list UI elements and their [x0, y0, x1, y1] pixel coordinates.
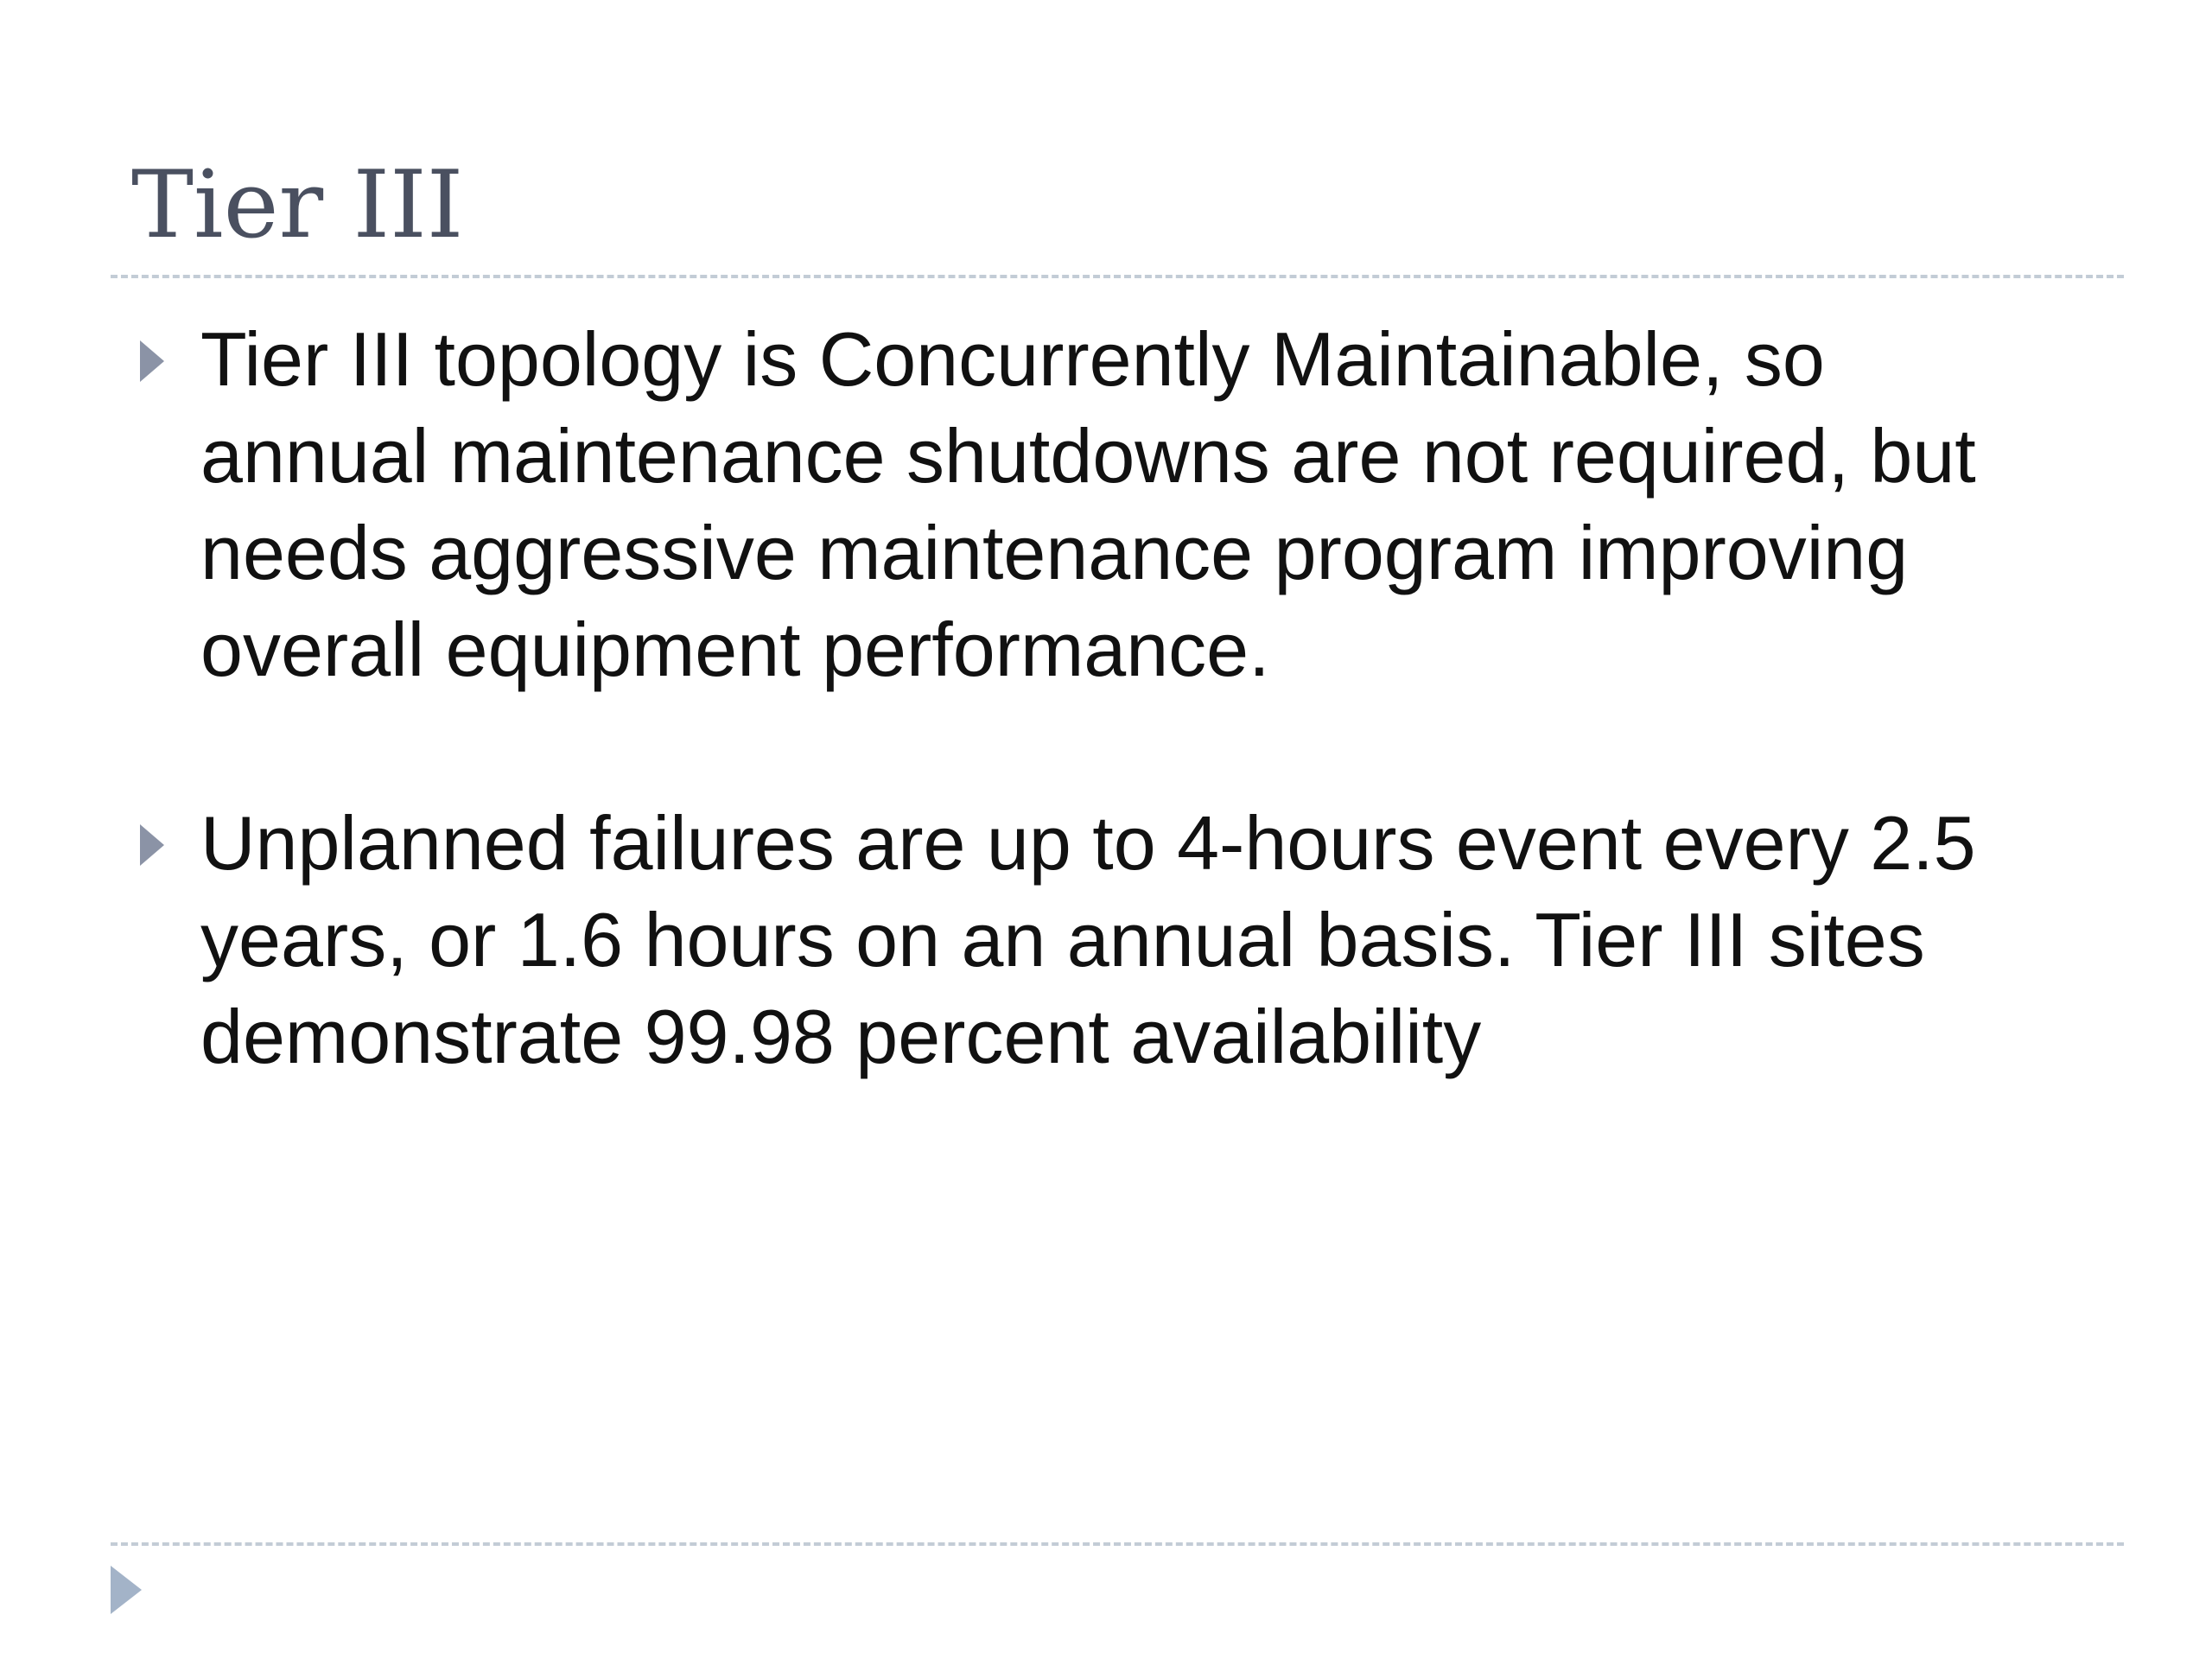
bullet-text: Tier III topology is Concurrently Maintainable, so annual maintenance shutdowns are not required, but needs aggressive maintenance program improving overall equipment performance.	[200, 316, 1976, 692]
triangle-right-icon	[140, 824, 164, 866]
triangle-right-icon	[140, 340, 164, 382]
bullet-list	[0, 311, 2212, 1085]
bullet-item	[0, 311, 2212, 698]
footer-divider	[111, 1542, 2124, 1546]
footer-triangle-icon	[111, 1566, 142, 1614]
bullet-text: Unplanned failures are up to 4-hours event every 2.5 years, or 1.6 hours on an annual basis. Tier III sites demonstrate 99.98 percent availability	[200, 800, 1976, 1079]
title-divider	[111, 275, 2124, 278]
bullet-item	[0, 795, 2212, 1085]
slide-title: Tier III	[131, 151, 464, 259]
